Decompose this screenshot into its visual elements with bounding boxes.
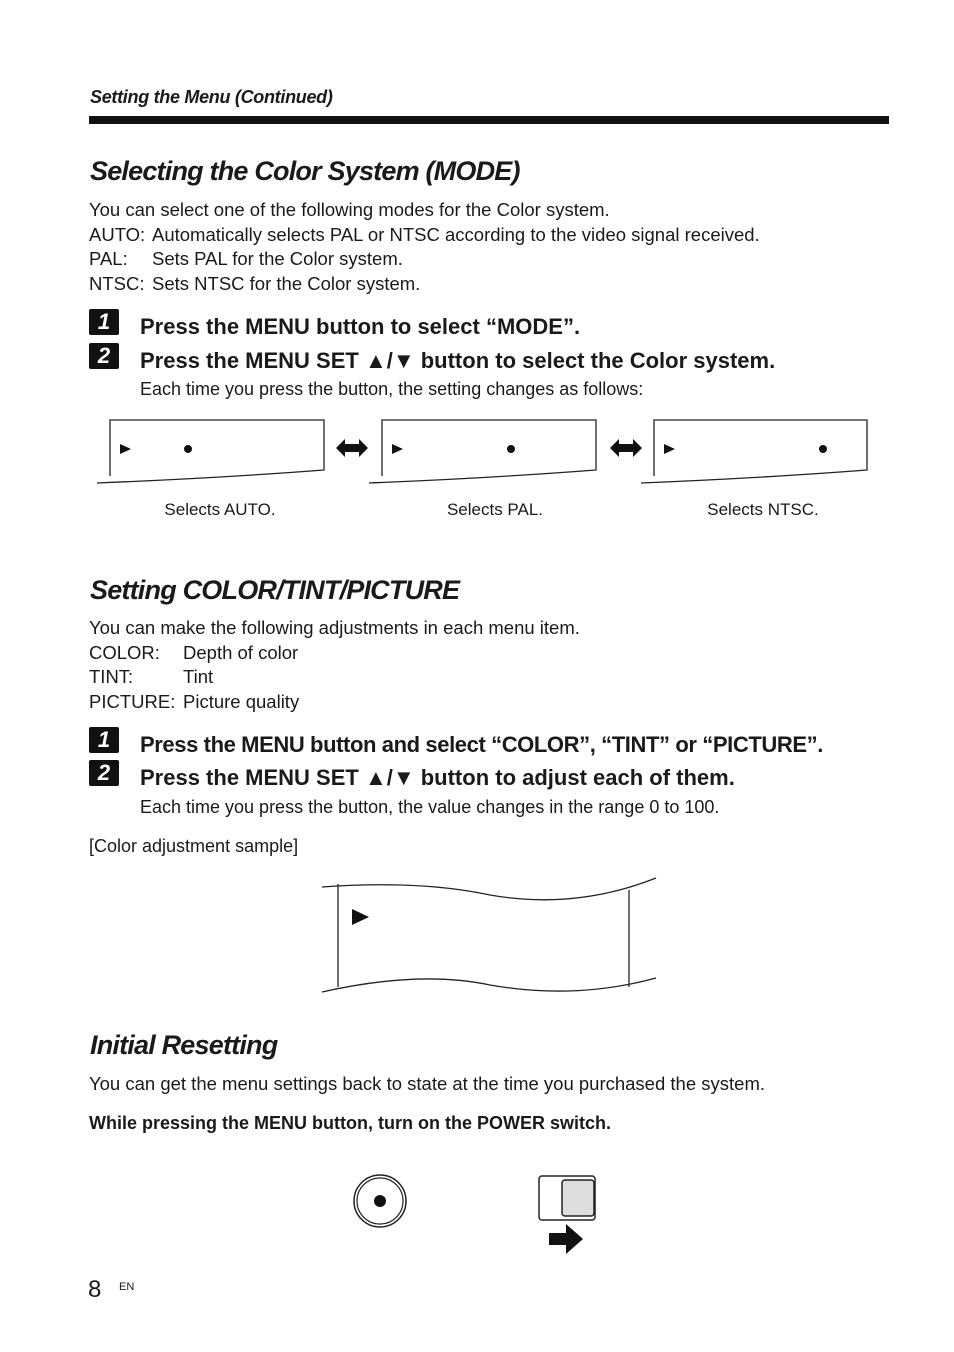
language-tag: EN xyxy=(119,1281,135,1293)
intro-text: You can select one of the following modes for the Color system. xyxy=(89,199,610,220)
step-number-1: 1 xyxy=(89,309,119,335)
step-number-1: 1 xyxy=(89,727,119,753)
def-desc: Automatically selects PAL or NTSC according to the video signal received. xyxy=(152,223,760,245)
caption-pal: Selects PAL. xyxy=(446,500,544,519)
step-1-text: Press the MENU button to select “MODE”. xyxy=(140,314,581,339)
section-title-mode: Selecting the Color System (MODE) xyxy=(90,156,520,186)
page-number: 8 xyxy=(88,1276,102,1303)
step-number-2: 2 xyxy=(89,760,119,786)
step-note: Each time you press the button, the value changes in the range 0 to 100. xyxy=(140,797,720,817)
caption-ntsc: Selects NTSC. xyxy=(707,500,819,519)
def-term: PAL: xyxy=(89,248,128,269)
def-term: PICTURE: xyxy=(89,690,176,712)
intro-text: You can make the following adjustments in each menu item. xyxy=(89,617,580,638)
step-2-text: Press the MENU SET ▲/▼ button to select the Color system. xyxy=(140,348,776,373)
section-title-color-tint-picture: Setting COLOR/TINT/PICTURE xyxy=(90,575,460,605)
intro-text: You can get the menu settings back to state at the time you purchased the system. xyxy=(89,1073,765,1094)
def-desc: Depth of color xyxy=(183,641,299,663)
power-switch-icon xyxy=(539,1176,595,1220)
def-term: NTSC: xyxy=(89,272,145,294)
arrow-right-icon xyxy=(549,1224,583,1254)
def-desc: Tint xyxy=(183,666,214,687)
section-title-initial-resetting: Initial Resetting xyxy=(90,1030,278,1060)
def-term: AUTO: xyxy=(89,223,146,245)
step-note: Each time you press the button, the setting changes as follows: xyxy=(140,379,644,399)
step-2-text: Press the MENU SET ▲/▼ button to adjust each of them. xyxy=(140,765,735,790)
def-desc: Sets PAL for the Color system. xyxy=(152,248,403,269)
def-desc: Picture quality xyxy=(183,690,300,712)
caption-auto: Selects AUTO. xyxy=(164,500,276,519)
running-head: Setting the Menu (Continued) xyxy=(90,87,333,107)
def-term: COLOR: xyxy=(89,641,160,663)
def-desc: Sets NTSC for the Color system. xyxy=(152,272,421,294)
menu-button-icon xyxy=(354,1175,406,1227)
step-number-2: 2 xyxy=(89,343,119,369)
sample-label: [Color adjustment sample] xyxy=(89,836,299,856)
reset-instruction: While pressing the MENU button, turn on the POWER switch. xyxy=(89,1113,611,1133)
def-term: TINT: xyxy=(89,666,134,687)
step-1-text: Press the MENU button and select “COLOR”, “TINT” or “PICTURE”. xyxy=(140,732,823,757)
